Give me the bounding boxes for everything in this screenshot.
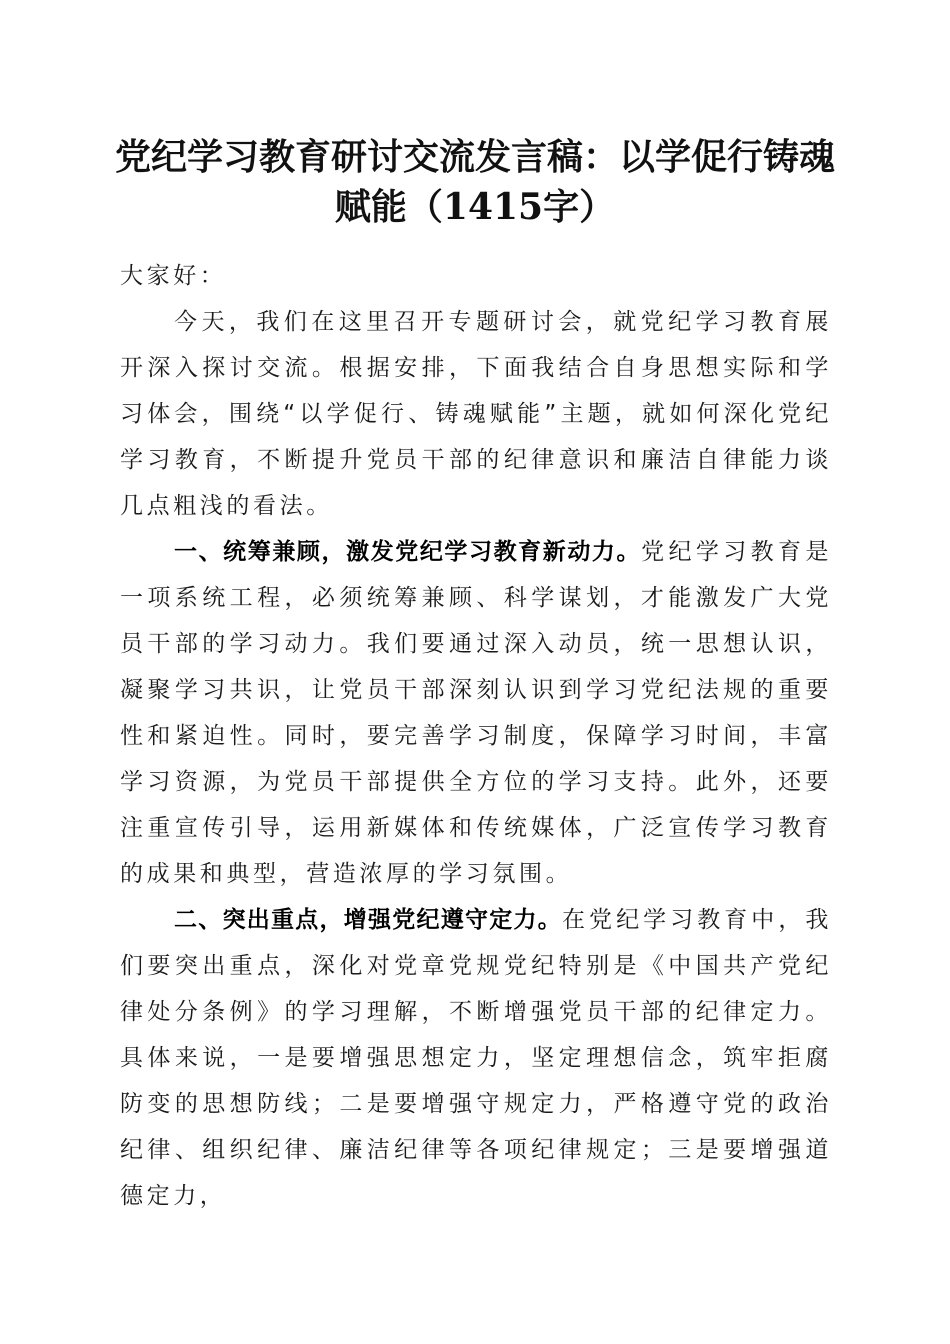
greeting: 大家好： bbox=[120, 263, 227, 289]
section-heading: 一、统筹兼顾，激发党纪学习教育新动力。 bbox=[174, 539, 642, 565]
paragraph-text: 党纪学习教育是一项系统工程，必须统筹兼顾、科学谋划，才能激发广大党员干部的学习动力。我们要通过深入动员，统一思想认识，凝聚学习共识，让党员干部深刻认识到学习党纪法规的重要性和紧迫性。同时，要完善学习制度，保障学习时间，丰富学习资源，为党员干部提供全方位的学习支持。此外，还要注重宣传引导，运用新媒体和传统媒体，广泛宣传学习教育的成果和典型，营造浓厚的学习氛围。 bbox=[120, 539, 832, 887]
paragraph-text: 今天，我们在这里召开专题研讨会，就党纪学习教育展开深入探讨交流。根据安排，下面我结合自身思想实际和学习体会，围绕“以学促行、铸魂赋能”主题，就如何深化党纪学习教育，不断提升党员干部的纪律意识和廉洁自律能力谈几点粗浅的看法。 bbox=[120, 309, 832, 519]
paragraph-text: 在党纪学习教育中，我们要突出重点，深化对党章党规党纪特别是《中国共产党纪律处分条例》的学习理解，不断增强党员干部的纪律定力。具体来说，一是要增强思想定力，坚定理想信念，筑牢拒腐防变的思想防线；二是要增强守规定力，严格遵守党的政治纪律、组织纪律、廉洁纪律等各项纪律规定；三是要增强道德定力， bbox=[120, 907, 832, 1209]
document-title: 党纪学习教育研讨交流发言稿：以学促行铸魂赋能（1415字） bbox=[114, 136, 835, 228]
paragraph-section-1 bbox=[120, 529, 832, 897]
paragraph-intro bbox=[120, 299, 832, 529]
paragraph-section-2 bbox=[120, 897, 832, 1219]
document-body bbox=[120, 253, 832, 1219]
section-heading: 二、突出重点，增强党纪遵守定力。 bbox=[174, 907, 562, 933]
